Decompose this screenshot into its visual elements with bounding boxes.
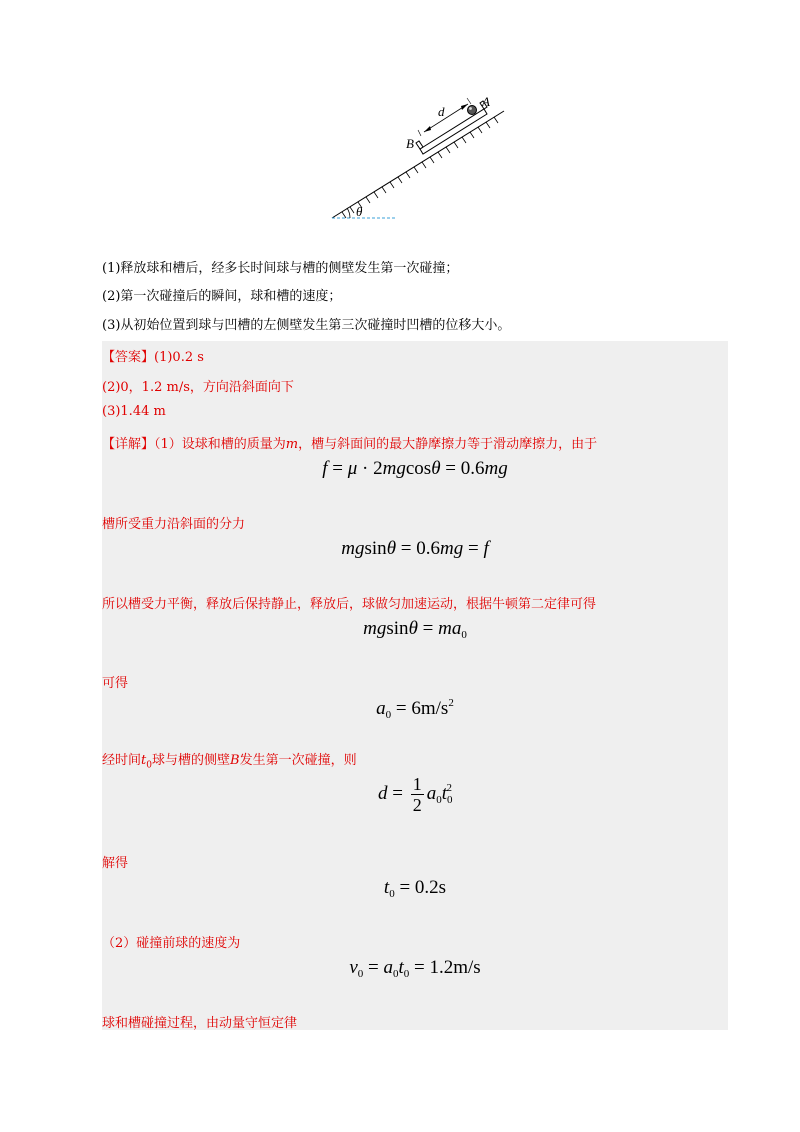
question-1: (1)释放球和槽后，经多长时间球与槽的侧壁发生第一次碰撞； (102, 261, 459, 276)
label-b: B (406, 136, 414, 151)
incline-diagram (320, 92, 510, 227)
groove-base (420, 109, 487, 154)
ball (468, 106, 477, 115)
equation-newton: $mgsin\theta = ma_0$ (363, 618, 467, 641)
incline-figure (320, 92, 510, 227)
dimension-tick-left (418, 130, 421, 136)
question-3: (3)从初始位置到球与凹槽的左侧壁发生第三次碰撞时凹槽的位移大小。 (102, 318, 511, 333)
label-theta: θ (356, 204, 363, 219)
equation-time: $t_0 = 0.2s$ (383, 877, 447, 900)
text-momentum-conservation: 球和槽碰撞过程，由动量守恒定律 (102, 1016, 298, 1031)
label-d: d (438, 104, 445, 119)
equation-friction: f = μ · 2mgcosθ = 0.6mg (322, 458, 508, 479)
question-2: (2)第一次碰撞后的瞬间，球和槽的速度； (102, 289, 342, 304)
text-therefore: 可得 (102, 676, 129, 691)
text-first-collision: 经时间$t_0$球与槽的侧壁B发生第一次碰撞，则 (102, 753, 357, 771)
label-a: A (482, 94, 490, 109)
answer-2: (2)0，1.2 m/s，方向沿斜面向下 (102, 380, 294, 395)
detail-tag: 【详解】 (102, 437, 155, 452)
text-solve: 解得 (102, 856, 129, 871)
incline-hatching (342, 117, 498, 218)
text-newton-second-law: 所以槽受力平衡，释放后保持静止，释放后，球做匀加速运动，根据牛顿第二定律可得 (102, 597, 597, 612)
equation-displacement: d = $\frac{1}{2}$ $a_0t_0^2$ (378, 774, 453, 815)
text-gravity-component: 槽所受重力沿斜面的分力 (102, 517, 246, 532)
answer-line-1 (102, 346, 204, 365)
answer-1: (1)0.2 s (154, 350, 204, 365)
equation-velocity: $v_0 = a_0t_0 = 1.2m/s$ (349, 957, 481, 980)
answer-tag: 【答案】 (102, 350, 155, 365)
groove-wall-b (416, 141, 423, 149)
dimension-tick-right (467, 98, 471, 104)
dimension-arrow-left (424, 126, 431, 132)
answer-3: (3)1.44 m (102, 404, 166, 419)
ball-highlight (469, 107, 472, 110)
equation-gravity-component: mgsinθ = 0.6mg = f (341, 538, 489, 559)
equation-acceleration: $a_0 = 6m/s^2$ (376, 697, 454, 721)
detail-intro: 【详解】（1）设球和槽的质量为m，槽与斜面间的最大静摩擦力等于滑动摩擦力，由于 (102, 437, 598, 452)
text-velocity-before: （2）碰撞前球的速度为 (102, 936, 241, 951)
angle-arc (347, 208, 350, 218)
dimension-arrow-right (461, 104, 468, 110)
